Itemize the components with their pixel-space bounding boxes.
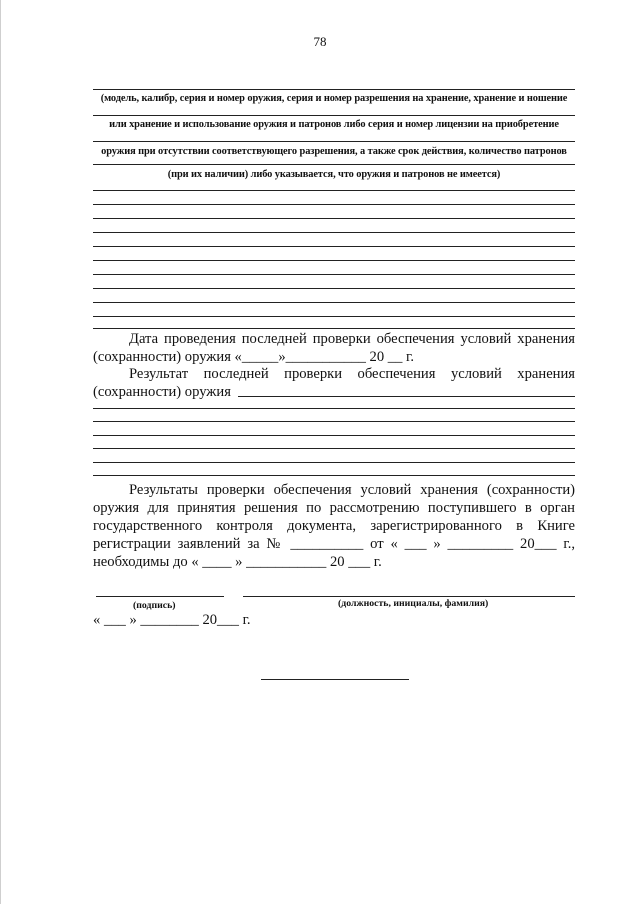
check-result-prefix: (сохранности) оружия xyxy=(93,384,231,400)
page-number: 78 xyxy=(313,34,327,49)
hint-caption: (модель, калибр, серия и номер оружия, серия и номер разрешения на хранение, хранение и ношение xyxy=(100,93,568,104)
fill-line[interactable] xyxy=(93,421,575,422)
results-line-3: государственного контроля документа, зарегистрированного в Книге xyxy=(93,518,575,534)
fill-line[interactable] xyxy=(93,218,575,219)
fill-line[interactable] xyxy=(93,164,575,165)
page-edge xyxy=(0,0,1,904)
fill-line[interactable] xyxy=(93,190,575,191)
results-line-5[interactable]: необходимы до « ____ » ___________ 20 ___ г. xyxy=(93,554,382,570)
fill-line[interactable] xyxy=(93,232,575,233)
check-result-line-1: Результат последней проверки обеспечения условий хранения xyxy=(129,366,575,382)
position-line[interactable] xyxy=(243,596,575,597)
results-line-2: оружия для принятия решения по рассмотрению поступившего в орган xyxy=(93,500,575,516)
signature-line[interactable] xyxy=(96,596,224,597)
hint-caption: оружия при отсутствии соответствующего разрешения, а также срок действия, количество патронов xyxy=(101,146,567,157)
fill-line[interactable] xyxy=(93,288,575,289)
fill-line[interactable] xyxy=(93,141,575,142)
signature-date[interactable]: « ___ » ________ 20___ г. xyxy=(93,612,251,628)
fill-line[interactable] xyxy=(93,408,575,409)
check-date-paragraph xyxy=(93,330,575,366)
check-date-line-2[interactable]: (сохранности) оружия «_____»___________ 20 __ г. xyxy=(93,349,415,365)
check-result-fill-line[interactable] xyxy=(238,396,575,397)
fill-line[interactable] xyxy=(93,274,575,275)
fill-line[interactable] xyxy=(93,246,575,247)
fill-line[interactable] xyxy=(93,260,575,261)
fill-line[interactable] xyxy=(93,475,575,476)
fill-line[interactable] xyxy=(93,115,575,116)
fill-line[interactable] xyxy=(93,89,575,90)
fill-line[interactable] xyxy=(93,302,575,303)
fill-line[interactable] xyxy=(93,462,575,463)
fill-line[interactable] xyxy=(93,316,575,317)
fill-line[interactable] xyxy=(93,328,575,329)
results-line-1: Результаты проверки обеспечения условий хранения (сохранности) xyxy=(129,482,575,498)
position-caption: (должность, инициалы, фамилия) xyxy=(338,598,489,609)
check-result-line-2 xyxy=(93,383,575,401)
end-separator-line xyxy=(261,679,409,680)
check-date-line-1: Дата проведения последней проверки обеспечения условий хранения xyxy=(129,331,575,347)
hint-caption: или хранение и использование оружия и патронов либо серия и номер лицензии на приобретение xyxy=(109,119,559,130)
signature-caption: (подпись) xyxy=(133,600,176,611)
results-paragraph xyxy=(93,481,575,571)
results-line-4[interactable]: регистрации заявлений за № __________ от « ___ » _________ 20___ г., xyxy=(93,536,575,552)
fill-line[interactable] xyxy=(93,435,575,436)
hint-caption: (при их наличии) либо указывается, что оружия и патронов не имеется) xyxy=(167,169,501,180)
fill-line[interactable] xyxy=(93,448,575,449)
fill-line[interactable] xyxy=(93,204,575,205)
